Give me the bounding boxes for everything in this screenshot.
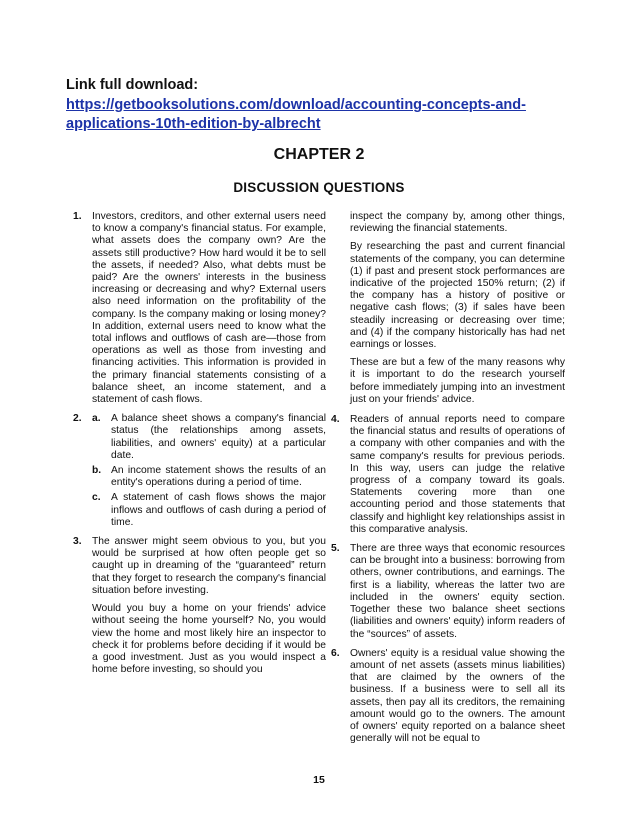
- sub-answer-b: [92, 465, 326, 489]
- page-number: 15: [313, 774, 325, 786]
- right-column: [331, 211, 565, 752]
- question-4: [331, 414, 565, 536]
- question-number: 4.: [331, 414, 340, 426]
- question-3: [73, 536, 326, 676]
- question-1: [73, 211, 326, 406]
- sub-letter: a.: [92, 413, 101, 425]
- download-link[interactable]: https://getbooksolutions.com/download/accounting-concepts-and-applications-10th-edition-by-albrecht: [66, 97, 526, 132]
- answer-paragraph: These are but a few of the many reasons why it is important to do the research yourself before immediately jumping into an investment just on your friends' advice.: [350, 357, 565, 405]
- answer-text: Investors, creditors, and other external users need to know a company's financial status. For example, what assets does the company own? Are the assets still productive? How hard would it be to sell the assets, if needed? Also, what debts must be paid? Are the owners' interests in the business increasing or decreasing and why? External users also need information on the profitability of the company. Is the company making or losing money? In addition, external users need to know what the total inflows and outflows of cash are—those from operations as well as those from investing and financing activities. This information is provided in the primary financial statements consisting of a balance sheet, an income statement, and a statement of cash flows.: [92, 211, 326, 406]
- download-label: Link full download:: [66, 77, 199, 93]
- question-2: [73, 413, 326, 529]
- question-number: 5.: [331, 543, 340, 555]
- answer-text: Owners' equity is a residual value showing the amount of net assets (assets minus liabilities) that are claimed by the owners of the business. If a business were to sell all its assets, then pay all its creditors, the remaining amount would go to the owners. The amount of owners' equity reported on a balance sheet generally will not be equal to: [350, 647, 565, 745]
- question-6: [331, 648, 565, 746]
- answer-text: There are three ways that economic resources can be brought into a business: borrowing from others, owner contributions, and earnings. The first is a liability, whereas the latter two are included in the owners' equity section. Together these two balance sheet sections (liabilities and owners' equity) inform readers of the “sources” of assets.: [350, 543, 565, 640]
- sub-answer-text: A balance sheet shows a company's financial status (the relationships among assets, liabilities, and owners' equity) at a particular date.: [111, 413, 326, 461]
- answer-paragraph: By researching the past and current financial statements of the company, you can determine (1) if past and present stock performances are indicative of the projected 150% return; (2) if the company has a history of positive or negative cash flows; (3) if sales have been steadily increasing or decreasing over time; and (4) if the company historically has had net earnings or losses.: [350, 241, 565, 351]
- sub-letter: b.: [92, 465, 102, 477]
- answer-paragraph: Would you buy a home on your friends' advice without seeing the home yourself? No, you would view the home and most likely hire an inspector to check it for problems before deciding if it would be a good investment. Just as you would inspect a home before investing, so should you: [92, 603, 326, 676]
- section-title: DISCUSSION QUESTIONS: [233, 180, 405, 195]
- chapter-title: CHAPTER 2: [273, 146, 365, 163]
- left-column: [73, 211, 326, 683]
- question-number: 1.: [73, 211, 82, 222]
- answer-paragraph: The answer might seem obvious to you, but you would be surprised at how often people get so caught up in dreaming of the “guaranteed” return that they forget to research the company's financial situation before investing.: [92, 536, 326, 596]
- sub-answer-a: [92, 413, 326, 462]
- answer-paragraph-continued: inspect the company by, among other things, reviewing the financial statements.: [350, 211, 565, 235]
- question-number: 3.: [73, 536, 82, 548]
- question-5: [331, 543, 565, 641]
- sub-answer-text: An income statement shows the results of an entity's operations during a period of time.: [111, 465, 326, 489]
- sub-answer-text: A statement of cash flows shows the major inflows and outflows of cash during a period of time.: [111, 492, 326, 528]
- sub-answer-c: [92, 492, 326, 529]
- answer-text: Readers of annual reports need to compare the financial status and results of operations of a company with other companies and with the same company's results for previous periods. In this way, users can judge the relative progress of a company toward its goals. Statements covering more than one accounting period and those statements that classify and highlight key relationships assist in this comparative analysis.: [350, 414, 565, 535]
- question-number: 6.: [331, 647, 340, 659]
- sub-letter: c.: [92, 492, 101, 504]
- question-number: 2.: [73, 413, 82, 425]
